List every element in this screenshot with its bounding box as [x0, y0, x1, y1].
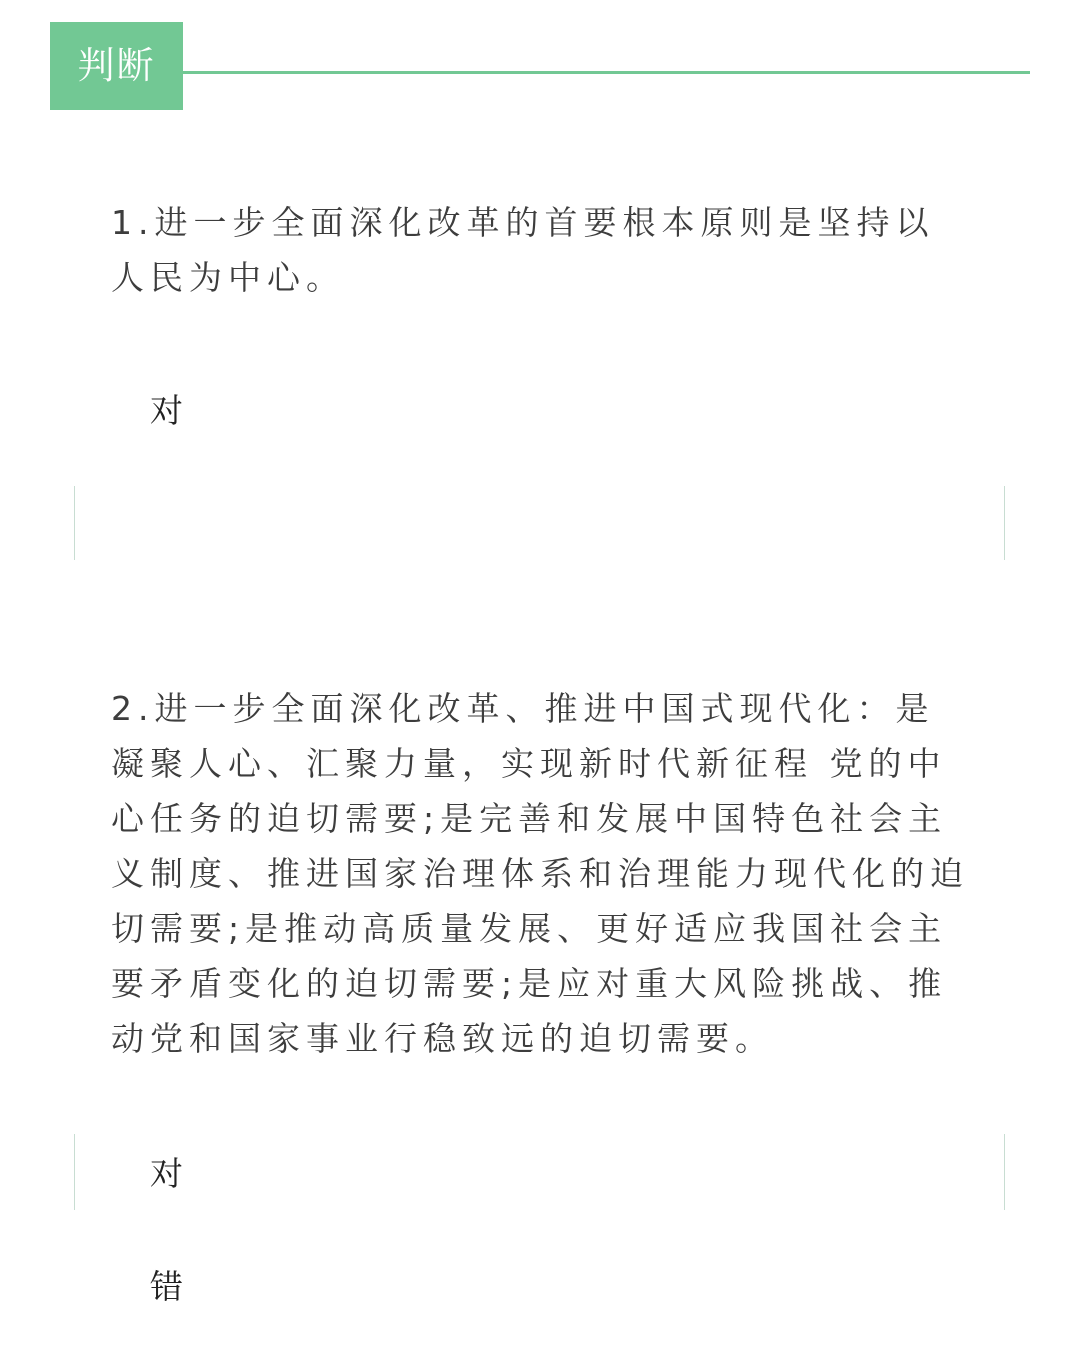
question-2-text: 2.进一步全面深化改革、推进中国式现代化：是凝聚人心、汇聚力量，实现新时代新征程 党的中心任务的迫切需要;是完善和发展中国特色社会主义制度、推进国家治理体系和治理能力现代化的迫切需要;是推动高质量发展、更好适应我国社会主要矛盾变化的迫切需要;是应对重大风险挑战、推动党和国家事业行稳致远的迫切需要。 — [111, 689, 969, 1058]
question-2-right-border — [1004, 1134, 1005, 1210]
question-1-right-border — [1004, 486, 1005, 560]
question-1-option-true[interactable]: 对 — [150, 391, 183, 430]
question-2-option-true[interactable]: 对 — [150, 1154, 183, 1193]
question-1-text: 1.进一步全面深化改革的首要根本原则是坚持以人民为中心。 — [111, 203, 935, 297]
section-header — [50, 22, 1030, 110]
question-1-left-border — [74, 486, 75, 560]
section-title-tag: 判断 — [50, 22, 183, 110]
section-divider — [183, 71, 1030, 74]
question-2-option-false[interactable]: 错 — [150, 1267, 183, 1306]
question-2-left-border — [74, 1134, 75, 1210]
